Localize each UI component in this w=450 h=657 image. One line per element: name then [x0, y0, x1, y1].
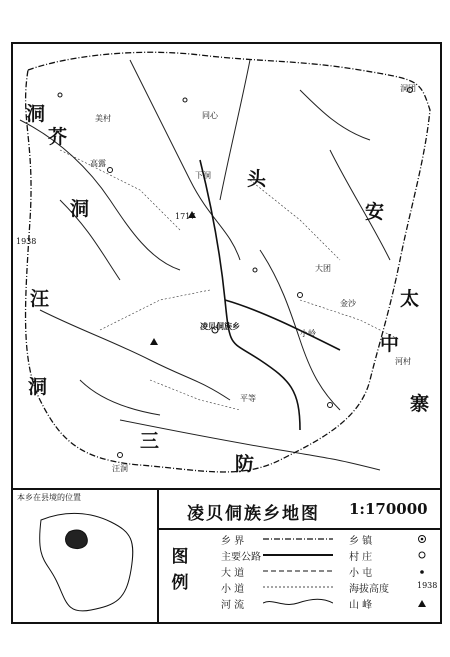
trail [250, 180, 340, 260]
trail [150, 380, 240, 410]
legend-value: 1938 [417, 581, 438, 590]
county-outline [11, 490, 157, 622]
main-road [225, 300, 340, 350]
region-label: 防 [235, 453, 255, 475]
place-label: 小岭 [300, 329, 316, 338]
region-label: 寨 [410, 393, 430, 415]
trail [100, 290, 210, 330]
map-title: 凌贝侗族乡地图 [187, 504, 320, 524]
legend-label: 乡 界 [221, 536, 245, 547]
legend-label: 大 道 [221, 568, 245, 579]
legend-label: 山 峰 [349, 600, 373, 611]
place-label: 汪洞 [112, 464, 128, 473]
river [130, 60, 240, 260]
legend-label: 河 流 [221, 600, 245, 611]
bottom-panel [11, 488, 442, 624]
legend-row [221, 532, 431, 547]
elevation-label: 1938 [16, 237, 37, 246]
region-label: 汪 [30, 288, 50, 310]
inset-map [11, 490, 159, 624]
legend-label: 海拔高度 [349, 584, 389, 595]
river [20, 120, 180, 270]
river [80, 380, 160, 415]
legend-label: 小 道 [221, 584, 245, 595]
region-label: 洞 [70, 198, 90, 220]
village-marker [298, 293, 303, 298]
place-label: 洞团 [400, 84, 416, 93]
place-label: 美村 [95, 114, 111, 123]
legend-row [221, 548, 431, 563]
river [60, 200, 120, 280]
legend-label: 乡 镇 [349, 536, 373, 547]
region-label: 洞 [26, 103, 46, 125]
township-boundary [26, 52, 430, 475]
legend-row [221, 580, 450, 595]
legend-row [221, 596, 431, 611]
place-label: 同心 [202, 111, 218, 120]
peak-marker [150, 338, 158, 345]
elevation-label: 1717 [175, 212, 196, 221]
map-scale: 1:170000 [349, 500, 428, 518]
river [220, 60, 250, 200]
region-label: 太 [400, 288, 420, 310]
legend-label: 小 屯 [349, 568, 373, 579]
region-label: 中 [380, 333, 400, 355]
place-label: 下洞 [195, 171, 211, 180]
place-label: 高露 [90, 159, 106, 168]
legend-row [221, 564, 431, 579]
legend-label: 主要公路 [221, 552, 261, 563]
title-bar [159, 490, 442, 530]
inset-caption: 本乡在县境的位置 [17, 493, 81, 502]
river [300, 90, 370, 140]
legend-label: 村 庄 [349, 552, 373, 563]
region-label: 洞 [28, 376, 48, 398]
place-label: 平等 [240, 394, 256, 403]
main-road [200, 160, 300, 430]
place-label: 凌贝侗族乡 [200, 321, 240, 331]
place-label: 河村 [395, 357, 411, 366]
region-label: 头 [247, 168, 267, 190]
region-label: 芥 [48, 126, 68, 148]
township-highlight [66, 530, 88, 549]
place-label: 金沙 [340, 299, 356, 308]
village-marker [118, 453, 123, 458]
village-marker [58, 93, 62, 97]
village-marker [253, 268, 257, 272]
region-label: 三 [140, 430, 160, 452]
legend-title: 图例 [171, 547, 189, 593]
place-label: 大团 [315, 264, 331, 273]
region-label: 安 [365, 201, 385, 223]
village-marker [183, 98, 187, 102]
village-marker [108, 168, 113, 173]
village-marker [328, 403, 333, 408]
legend [159, 528, 442, 624]
